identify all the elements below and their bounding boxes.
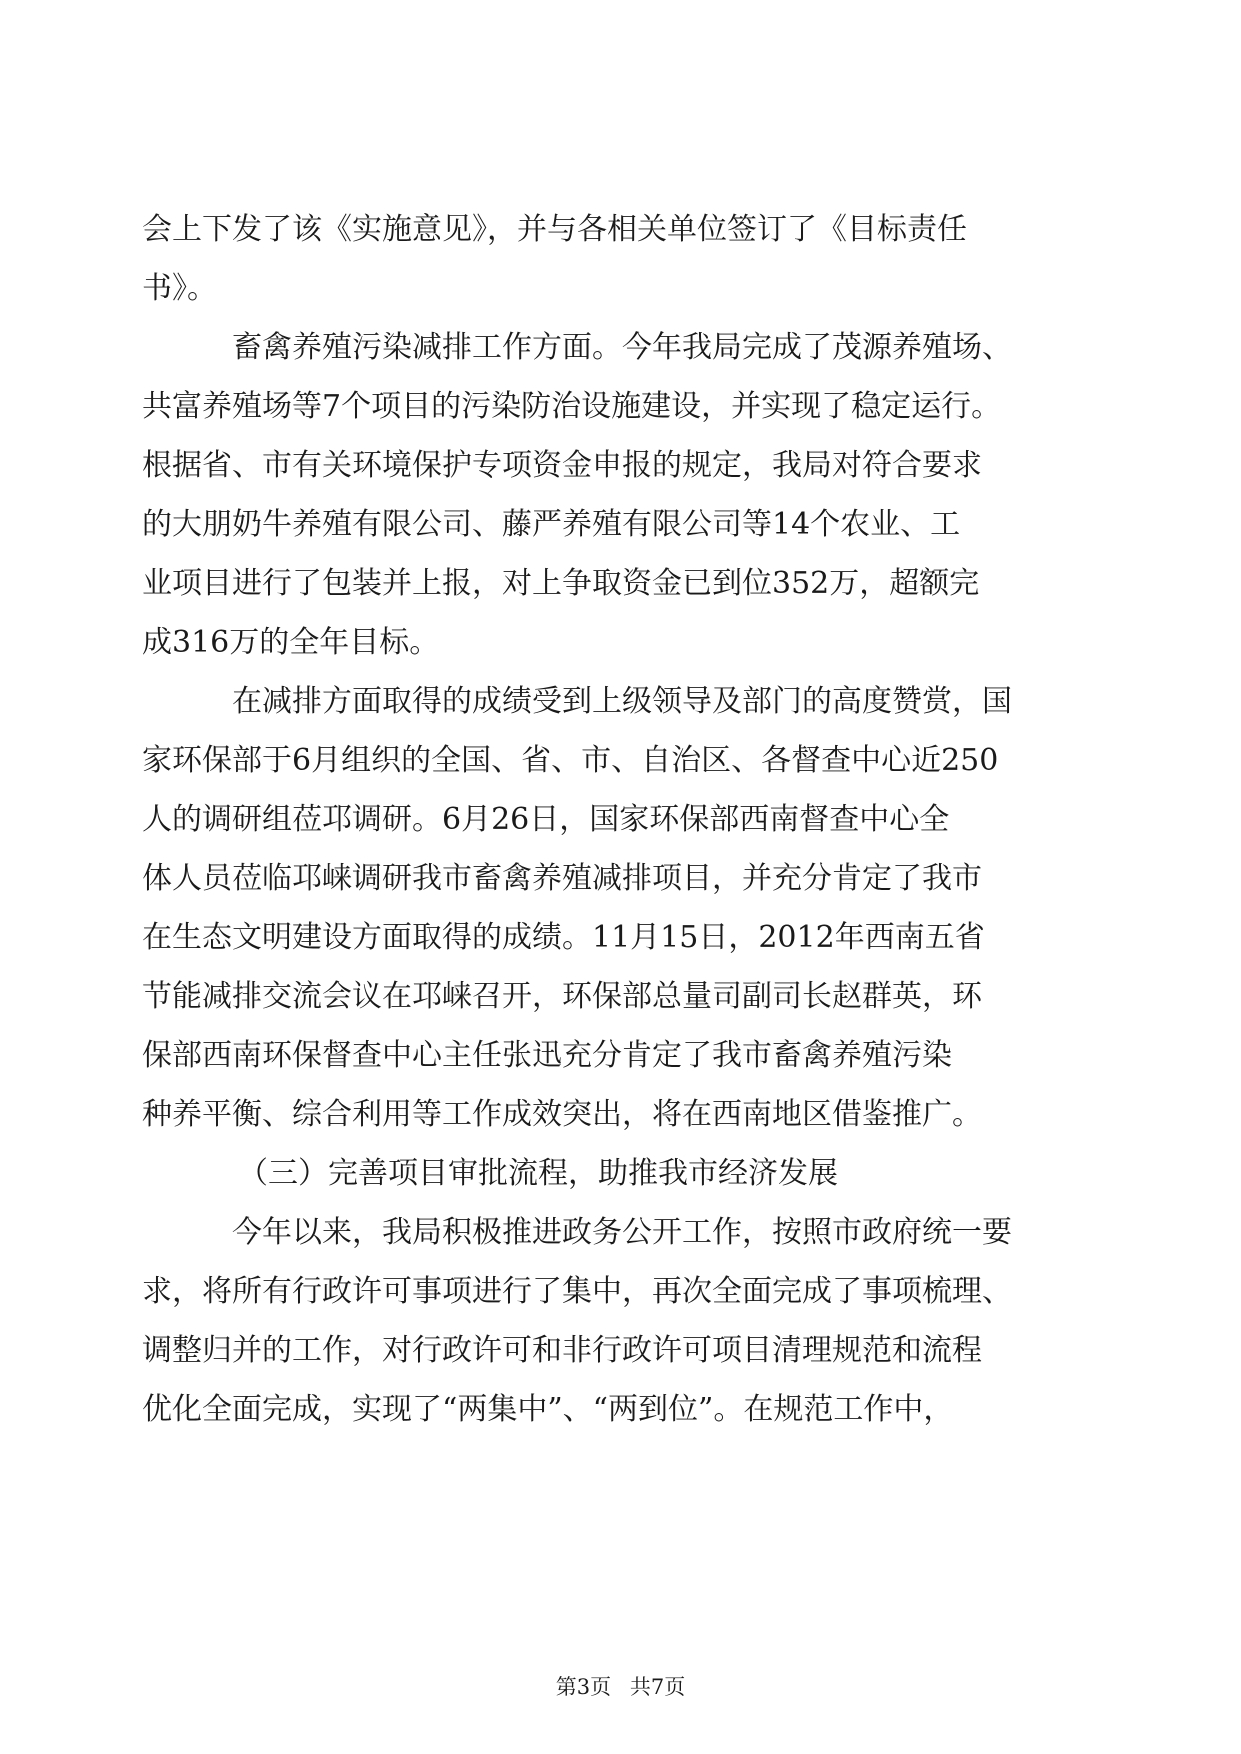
page-footer [0,1672,1241,1702]
section-heading: （三）完善项目审批流程，助推我市经济发展 [238,1156,838,1191]
paragraph-start-line: 今年以来，我局积极推进政务公开工作，按照市政府统一要 [232,1215,1012,1250]
text-line: 求，将所有行政许可事项进行了集中，再次全面完成了事项梳理、 [142,1274,1012,1309]
text-line: 人的调研组莅邛调研。6月26日，国家环保部西南督查中心全 [142,802,950,837]
text-line: 保部西南环保督查中心主任张迅充分肯定了我市畜禽养殖污染 [142,1038,952,1073]
text-line: 体人员莅临邛崃调研我市畜禽养殖减排项目，并充分肯定了我市 [142,861,982,896]
text-line: 业项目进行了包装并上报，对上争取资金已到位352万，超额完 [142,566,980,601]
text-line: 家环保部于6月组织的全国、省、市、自治区、各督查中心近250 [142,743,999,778]
text-line: 调整归并的工作，对行政许可和非行政许可项目清理规范和流程 [142,1333,982,1368]
page-total: 共7页 [629,1675,686,1699]
text-line: 根据省、市有关环境保护专项资金申报的规定，我局对符合要求 [142,448,982,483]
text-line: 成316万的全年目标。 [142,625,440,660]
paragraph-start-line: 畜禽养殖污染减排工作方面。今年我局完成了茂源养殖场、 [232,330,1012,365]
text-line: 共富养殖场等7个项目的污染防治设施建设，并实现了稳定运行。 [142,389,1002,424]
text-line: 节能减排交流会议在邛崃召开，环保部总量司副司长赵群英，环 [142,979,982,1014]
text-line: 优化全面完成，实现了“两集中”、“两到位”。在规范工作中， [142,1392,954,1427]
page-number: 第3页 [555,1675,612,1699]
text-line: 的大朋奶牛养殖有限公司、藤严养殖有限公司等14个农业、工 [142,507,961,542]
text-line: 会上下发了该《实施意见》，并与各相关单位签订了《目标责任 [142,212,967,247]
text-line: 书》。 [142,271,217,306]
text-line: 在生态文明建设方面取得的成绩。11月15日，2012年西南五省 [142,920,985,955]
paragraph-start-line: 在减排方面取得的成绩受到上级领导及部门的高度赞赏，国 [232,684,1012,719]
text-line: 种养平衡、综合利用等工作成效突出，将在西南地区借鉴推广。 [142,1097,982,1132]
